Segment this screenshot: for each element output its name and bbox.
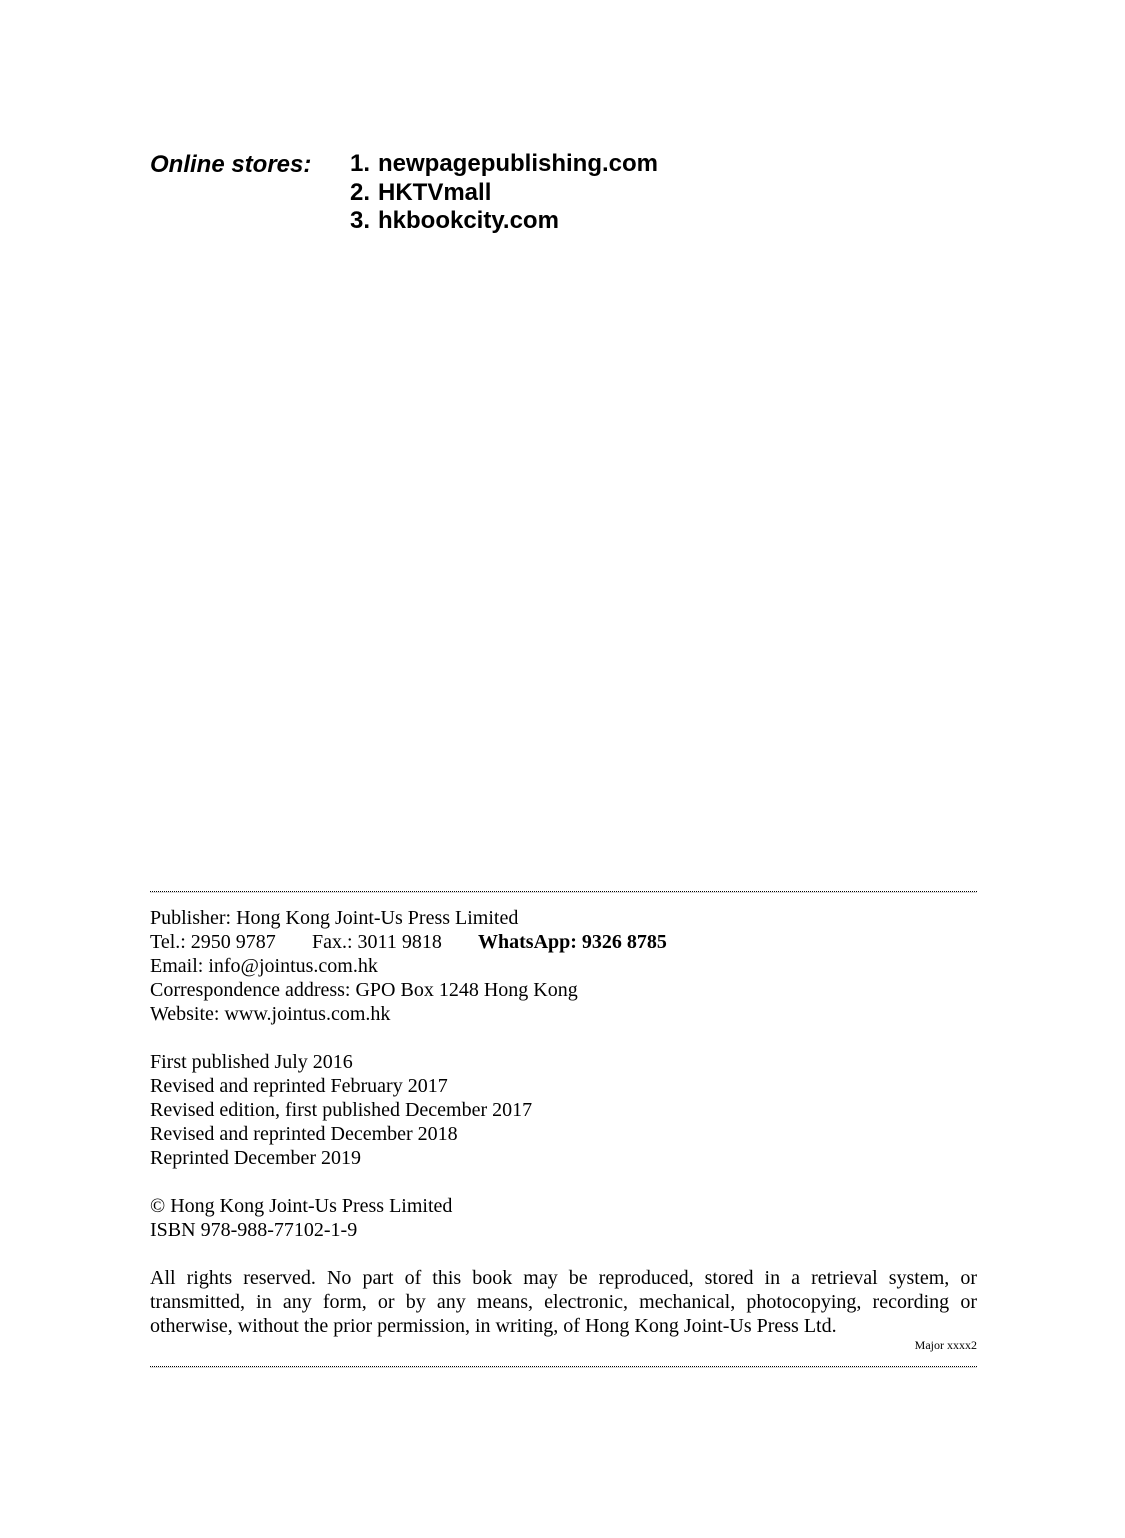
history-line: Revised and reprinted December 2018 bbox=[150, 1123, 458, 1145]
rights-statement: All rights reserved. No part of this book may be reproduced, stored in a retrieval system, or transmitted, in any form, or by any means, electronic, mechanical, photocopying, recording or otherwise, without the prior permission, in writing, of Hong Kong Joint-Us Press Ltd. bbox=[150, 1267, 977, 1337]
history-line: First published July 2016 bbox=[150, 1051, 353, 1073]
online-stores-label: Online stores: bbox=[150, 151, 312, 178]
store-name-hkbookcity: hkbookcity.com bbox=[378, 207, 559, 234]
spacer bbox=[150, 1026, 977, 1050]
store-name-hktvmall: HKTVmall bbox=[378, 178, 492, 206]
address-line: Correspondence address: GPO Box 1248 Hong Kong bbox=[150, 979, 578, 1001]
list-item-number: 3. bbox=[350, 207, 371, 234]
publisher-line: Publisher: Hong Kong Joint-Us Press Limited bbox=[150, 907, 519, 929]
bottom-divider bbox=[150, 1366, 977, 1367]
isbn-line: ISBN 978-988-77102-1-9 bbox=[150, 1219, 358, 1241]
website-line: Website: www.jointus.com.hk bbox=[150, 1003, 391, 1025]
history-line: Revised edition, first published December 2017 bbox=[150, 1099, 533, 1121]
copyright-line: © Hong Kong Joint-Us Press Limited bbox=[150, 1195, 453, 1217]
history-line: Reprinted December 2019 bbox=[150, 1147, 362, 1169]
list-item bbox=[350, 179, 658, 208]
whatsapp-number: WhatsApp: 9326 8785 bbox=[478, 931, 667, 953]
tel-number: Tel.: 2950 9787 bbox=[150, 931, 276, 953]
online-stores-list bbox=[350, 150, 658, 236]
email-line: Email: info@jointus.com.hk bbox=[150, 955, 378, 977]
fax-number: Fax.: 3011 9818 bbox=[312, 931, 442, 953]
spacer bbox=[150, 1242, 977, 1266]
spacer bbox=[150, 1170, 977, 1194]
history-line: Revised and reprinted February 2017 bbox=[150, 1075, 448, 1097]
imprint-block bbox=[150, 906, 977, 1353]
top-divider bbox=[150, 891, 977, 892]
contact-line bbox=[150, 930, 977, 954]
list-item bbox=[350, 150, 658, 179]
list-item bbox=[350, 207, 658, 236]
list-item-number: 2. bbox=[350, 178, 371, 206]
store-name-newpagepublishing: newpagepublishing.com bbox=[378, 150, 659, 177]
list-item-number: 1. bbox=[350, 150, 371, 177]
print-code: Major xxxx2 bbox=[914, 1338, 977, 1352]
